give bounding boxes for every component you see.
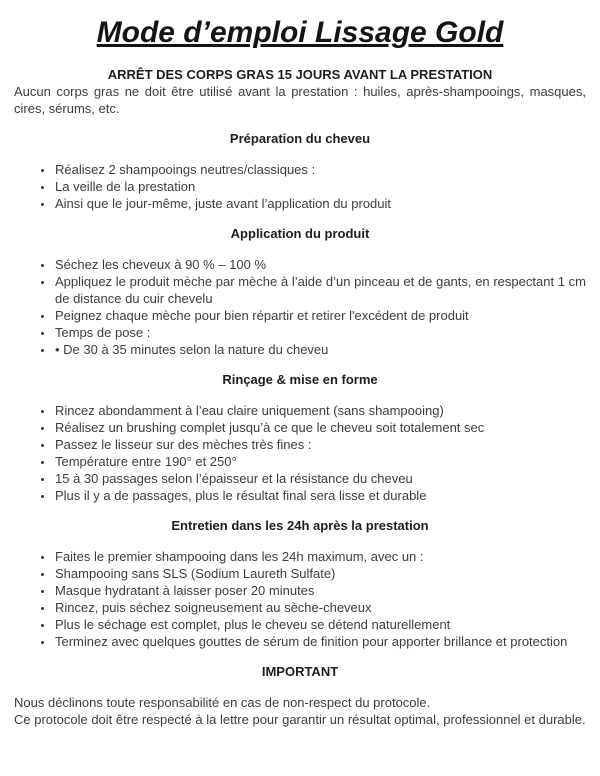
section-heading-entretien-24h: Entretien dans les 24h après la prestation	[171, 518, 429, 533]
section-application-produit	[14, 225, 586, 358]
section-paragraph-arret-corps-gras: Aucun corps gras ne doit être utilisé avant la prestation : huiles, après-shampooings, masques, cires, sérums, etc.	[14, 84, 586, 116]
bullet-item: • Réalisez 2 shampooings neutres/classiques :	[54, 161, 586, 178]
section-heading-rincage-mise-en-forme: Rinçage & mise en forme	[222, 372, 378, 387]
section-important	[14, 663, 586, 728]
important-paragraph-1: Nous déclinons toute responsabilité en cas de non-respect du protocole.	[14, 695, 431, 710]
section-heading-preparation-cheveu: Préparation du cheveu	[229, 131, 371, 146]
bullet-item: • Shampooing sans SLS (Sodium Laureth Sulfate)	[54, 565, 586, 582]
bullet-list-entretien	[14, 548, 586, 650]
bullet-item: • Plus il y a de passages, plus le résultat final sera lisse et durable	[54, 487, 586, 504]
section-heading-important: IMPORTANT	[261, 664, 339, 679]
bullet-item: • Masque hydratant à laisser poser 20 minutes	[54, 582, 586, 599]
bullet-item: • Rincez, puis séchez soigneusement au sèche-cheveux	[54, 599, 586, 616]
bullet-item: • Faites le premier shampooing dans les 24h maximum, avec un :	[54, 548, 586, 565]
bullet-item: • Appliquez le produit mèche par mèche à l’aide d’un pinceau et de gants, en respectant 1 cm de distance du cuir chevelu	[54, 273, 586, 307]
section-arret-corps-gras	[14, 66, 586, 117]
section-heading-arret-corps-gras: ARRÊT DES CORPS GRAS 15 JOURS AVANT LA PRESTATION	[107, 67, 493, 82]
bullet-item: • Température entre 190° et 250°	[54, 453, 586, 470]
bullet-item: • Plus le séchage est complet, plus le cheveu se détend naturellement	[54, 616, 586, 633]
bullet-item: • Peignez chaque mèche pour bien répartir et retirer l'excédent de produit	[54, 307, 586, 324]
bullet-item: • Temps de pose :	[54, 324, 586, 341]
bullet-list-preparation	[14, 161, 586, 212]
section-rincage-mise-en-forme	[14, 371, 586, 504]
bullet-item: • Séchez les cheveux à 90 % – 100 %	[54, 256, 586, 273]
bullet-item: • 15 à 30 passages selon l’épaisseur et la résistance du cheveu	[54, 470, 586, 487]
bullet-item: • Rincez abondamment à l’eau claire uniquement (sans shampooing)	[54, 402, 586, 419]
bullet-item: • Réalisez un brushing complet jusqu’à ce que le cheveu soit totalement sec	[54, 419, 586, 436]
bullet-item: • Passez le lisseur sur des mèches très fines :	[54, 436, 586, 453]
section-heading-application-produit: Application du produit	[230, 226, 370, 241]
document-title: Mode d’emploi Lissage Gold	[96, 16, 504, 49]
section-entretien-24h	[14, 517, 586, 650]
important-paragraph-2: Ce protocole doit être respecté à la lettre pour garantir un résultat optimal, professionnel et durable.	[14, 712, 586, 727]
bullet-item: • • De 30 à 35 minutes selon la nature du cheveu	[54, 341, 586, 358]
bullet-list-rincage	[14, 402, 586, 504]
bullet-item: • Ainsi que le jour-même, juste avant l’application du produit	[54, 195, 586, 212]
bullet-list-application	[14, 256, 586, 358]
section-preparation-cheveu	[14, 130, 586, 212]
bullet-item: • Terminez avec quelques gouttes de sérum de finition pour apporter brillance et protection	[54, 633, 586, 650]
bullet-item: • La veille de la prestation	[54, 178, 586, 195]
